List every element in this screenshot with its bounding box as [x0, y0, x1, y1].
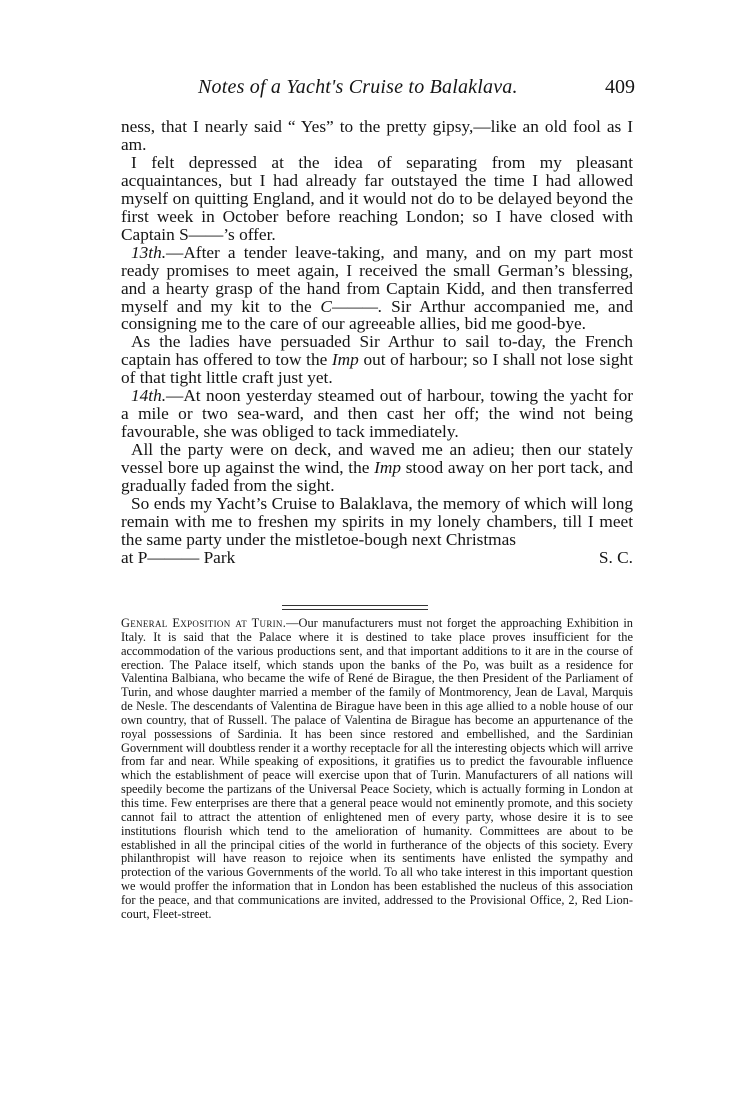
- paragraph-14th-text: —At noon yesterday steamed out of harbour, towing the yacht for a mile or two sea-ward, and then cast her off; the wind not being favourable, she was obliged to tack immediately.: [121, 386, 633, 442]
- paragraph-so-ends: So ends my Yacht’s Cruise to Balaklava, the memory of which will long remain with me to freshen my spirits in my lonely chambers, till I meet the same party under the mistletoe-bough next Christmas: [121, 494, 633, 549]
- running-title: Notes of a Yacht's Cruise to Balaklava.: [198, 76, 518, 98]
- signature-initials: S. C.: [598, 547, 633, 567]
- date-13th: 13th.: [131, 242, 167, 262]
- paragraph-adieu: [121, 441, 633, 495]
- paragraph-ladies-text-a: As the ladies have persuaded Sir Arthur to sail to-day, the French captain has offered to tow the: [121, 332, 633, 370]
- note-paragraph: [121, 617, 633, 922]
- note-heading: General Exposition at Turin.: [121, 616, 287, 630]
- divider-line-top: [282, 605, 428, 606]
- paragraph-gipsy: ness, that I nearly said “ Yes” to the pretty gipsy,—like an old fool as I am.: [121, 117, 633, 154]
- date-14th: 14th.: [131, 386, 167, 406]
- ship-name: C———.: [320, 296, 383, 316]
- page-number: 409: [605, 76, 635, 98]
- signature-line: [121, 549, 633, 567]
- divider-line-bottom: [282, 609, 428, 610]
- note-body: —Our manufacturers must not forget the approaching Exhibition in Italy. It is said that the Palace where it is destined to take place proves insufficient for the accommodation of the various productions sent, and that important additions to it are in the course of erection. The Palace itself, which stands upon the banks of the Po, was built as a residence for Valentina Balbiana, who became the wife of René de Birague, the then President of the Parliament of Turin, and whose daughter married a member of the family of Montmorency, Jean de Laval, Marquis de Nesle. The descendants of Valentina de Birague have been in this age allied to a noble house of our own country, that of Russell. The palace of Valentina de Birague has become an appurtenance of the royal possessions of Sardinia. It has been since restored and embellished, and the Sardinian Government will doubtless render it a worthy receptacle for all the interesting objects which will arrive from far and near. While speaking of expositions, it gratifies us to predict the favourable influence which the establishment of peace will exercise upon that of Turin. Manufacturers of all nations will speedily become the partizans of the Universal Peace Society, which is actually forming in London at this time. Few enterprises are there that a general peace would not eminently promote, and this society cannot fail to attract the attention of enlightened men of every party, whose desire it is to see institutions flourish which tend to the amelioration of humanity. Committees are about to be established in all the principal cities of the world in furtherance of the objects of this society. Every philanthropist will have reason to rejoice when its sentiments have enlisted the sympathy and protection of the various Governments of the world. To all who take interest in this important question we would proffer the information that in London has been established the nucleus of this association for the peace, and that communications are invited, addressed to the Provisional Office, 2, Red Lion-court, Fleet-street.: [121, 616, 633, 921]
- paragraph-ladies-text-b: out of harbour; so I shall not lose sight of that tight little craft just yet.: [121, 350, 633, 388]
- double-rule-divider: [282, 604, 428, 612]
- paragraph-adieu-text-a: All the party were on deck, and waved me an adieu; then our stately vessel bore up against the wind, the: [121, 440, 633, 478]
- yacht-name-imp-2: Imp: [374, 458, 402, 478]
- paragraph-13th: [121, 244, 633, 334]
- paragraph-13th-text-b: Sir Arthur accompanied me, and consigning me to the care of our agreeable allies, bid me good-bye.: [121, 296, 633, 334]
- paragraph-adieu-text-b: stood away on her port tack, and gradually faded from the sight.: [121, 458, 633, 496]
- paragraph-13th-text-a: —After a tender leave-taking, and many, and on my part most ready promises to meet again, I received the small German’s blessing, and a hearty grasp of the hand from Captain Kidd, and then transferred myself and my kit to the: [121, 242, 633, 316]
- signature-place: at P——— Park: [121, 547, 236, 567]
- paragraph-14th: [121, 387, 633, 441]
- news-note: [121, 617, 633, 922]
- main-text: [121, 118, 633, 567]
- paragraph-ladies: [121, 333, 633, 387]
- page-header: [0, 76, 731, 102]
- yacht-name-imp: Imp: [331, 350, 359, 370]
- paragraph-depressed: I felt depressed at the idea of separating from my pleasant acquaintances, but I had already far outstayed the time I had allowed myself on quitting England, and it would not do to be delayed beyond the first week in October before reaching London; so I have closed with Captain S——’s offer.: [121, 152, 633, 244]
